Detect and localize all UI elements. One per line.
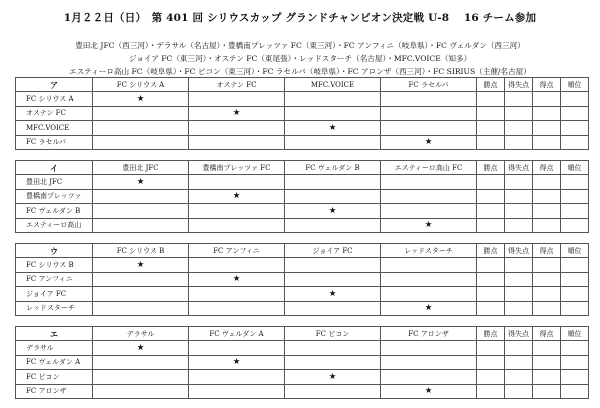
opponent-column-header: デラサル [93, 327, 189, 341]
opponent-column-header: FC ヴェルダン B [285, 161, 381, 175]
result-cell [93, 355, 189, 369]
stat-cell [505, 135, 533, 149]
opponent-column-header: FC ピコン [285, 327, 381, 341]
result-cell [381, 355, 477, 369]
opponent-column-header: ジョイア FC [285, 244, 381, 258]
team-name: FC アロンザ [16, 384, 93, 398]
stat-cell [505, 370, 533, 384]
result-cell [285, 189, 381, 203]
stat-cell [477, 272, 505, 286]
group-label: ウ [16, 244, 93, 258]
stat-cell [505, 204, 533, 218]
stat-cell [533, 258, 561, 272]
result-cell [285, 258, 381, 272]
result-cell [93, 301, 189, 315]
team-row [16, 341, 589, 355]
stat-cell [533, 218, 561, 232]
result-cell [381, 92, 477, 106]
opponent-column-header: FC シリウス B [93, 244, 189, 258]
result-cell [381, 370, 477, 384]
stat-cell [505, 287, 533, 301]
stat-cell [533, 287, 561, 301]
stat-cell [533, 135, 561, 149]
stat-cell [477, 121, 505, 135]
stat-cell [561, 384, 589, 398]
stat-cell [561, 218, 589, 232]
stat-cell [477, 384, 505, 398]
stat-header: 順位 [561, 327, 589, 341]
team-name: FC ヴェルダン B [16, 204, 93, 218]
self-match-star: ★ [381, 218, 477, 232]
self-match-star: ★ [381, 384, 477, 398]
result-cell [189, 175, 285, 189]
result-cell [381, 106, 477, 120]
stat-cell [505, 301, 533, 315]
team-name: オステン FC [16, 106, 93, 120]
team-row [16, 355, 589, 369]
stat-header: 得点 [533, 327, 561, 341]
result-cell [285, 175, 381, 189]
self-match-star: ★ [93, 175, 189, 189]
stat-header: 順位 [561, 161, 589, 175]
stat-cell [561, 121, 589, 135]
team-row [16, 204, 589, 218]
result-cell [189, 204, 285, 218]
stat-header: 得失点 [505, 161, 533, 175]
self-match-star: ★ [189, 272, 285, 286]
result-cell [189, 135, 285, 149]
stat-cell [561, 175, 589, 189]
team-row [16, 121, 589, 135]
stat-cell [477, 370, 505, 384]
stat-cell [477, 341, 505, 355]
team-name: FC ラセルバ [16, 135, 93, 149]
stat-cell [561, 258, 589, 272]
stat-cell [477, 258, 505, 272]
team-name: ジョイア FC [16, 287, 93, 301]
result-cell [189, 370, 285, 384]
opponent-column-header: MFC.VOICE [285, 78, 381, 92]
opponent-column-header: FC アロンザ [381, 327, 477, 341]
result-cell [189, 218, 285, 232]
result-cell [285, 135, 381, 149]
team-name: FC ヴェルダン A [16, 355, 93, 369]
stat-cell [533, 189, 561, 203]
result-cell [381, 258, 477, 272]
stat-header: 得失点 [505, 244, 533, 258]
group-label: イ [16, 161, 93, 175]
stat-cell [477, 301, 505, 315]
stat-header: 得点 [533, 244, 561, 258]
result-cell [381, 121, 477, 135]
result-cell [285, 355, 381, 369]
result-cell [285, 341, 381, 355]
result-cell [189, 301, 285, 315]
result-cell [285, 92, 381, 106]
stat-cell [561, 189, 589, 203]
result-cell [381, 189, 477, 203]
group-table [15, 326, 589, 399]
result-cell [189, 92, 285, 106]
group-table [15, 243, 589, 316]
stat-cell [561, 135, 589, 149]
group-label: ア [16, 78, 93, 92]
result-cell [381, 272, 477, 286]
team-name: FC シリウス B [16, 258, 93, 272]
result-cell [93, 189, 189, 203]
team-row [16, 218, 589, 232]
self-match-star: ★ [189, 106, 285, 120]
stat-cell [533, 355, 561, 369]
result-cell [93, 384, 189, 398]
stat-cell [561, 287, 589, 301]
stat-cell [533, 370, 561, 384]
self-match-star: ★ [381, 135, 477, 149]
result-cell [381, 204, 477, 218]
self-match-star: ★ [189, 355, 285, 369]
stat-cell [477, 135, 505, 149]
participating-teams [0, 39, 600, 79]
stat-cell [561, 341, 589, 355]
opponent-column-header: FC アンフィニ [189, 244, 285, 258]
team-row [16, 135, 589, 149]
group-table [15, 77, 589, 150]
stat-cell [477, 106, 505, 120]
self-match-star: ★ [285, 287, 381, 301]
self-match-star: ★ [285, 370, 381, 384]
self-match-star: ★ [189, 189, 285, 203]
teams-line: ジョイア FC（東三河）・オステン FC（東尾張）・レッドスターチ（名古屋）・MFC.VOICE（知多） [128, 54, 472, 64]
team-row [16, 189, 589, 203]
stat-cell [533, 92, 561, 106]
team-row [16, 370, 589, 384]
stat-cell [533, 272, 561, 286]
opponent-column-header: 豊田北 JFC [93, 161, 189, 175]
opponent-column-header: FC ヴェルダン A [189, 327, 285, 341]
result-cell [93, 218, 189, 232]
self-match-star: ★ [285, 204, 381, 218]
stat-cell [477, 355, 505, 369]
result-cell [93, 204, 189, 218]
stat-cell [505, 189, 533, 203]
team-row [16, 384, 589, 398]
stat-cell [505, 218, 533, 232]
stat-cell [477, 92, 505, 106]
self-match-star: ★ [93, 92, 189, 106]
result-cell [93, 135, 189, 149]
result-cell [189, 287, 285, 301]
team-row [16, 287, 589, 301]
result-cell [381, 341, 477, 355]
stat-cell [505, 106, 533, 120]
stat-header: 得点 [533, 78, 561, 92]
stat-cell [533, 301, 561, 315]
result-cell [381, 175, 477, 189]
team-row [16, 301, 589, 315]
opponent-column-header: 豊橋南プレッツァ FC [189, 161, 285, 175]
team-row [16, 272, 589, 286]
team-name: MFC.VOICE [16, 121, 93, 135]
stat-cell [477, 204, 505, 218]
team-row [16, 258, 589, 272]
team-name: エスティーロ高山 [16, 218, 93, 232]
team-name: デラサル [16, 341, 93, 355]
stat-cell [533, 121, 561, 135]
group-header-row [16, 244, 589, 258]
result-cell [381, 287, 477, 301]
stat-header: 勝点 [477, 78, 505, 92]
stat-cell [505, 175, 533, 189]
stat-header: 得失点 [505, 327, 533, 341]
result-cell [285, 301, 381, 315]
stat-cell [561, 92, 589, 106]
teams-line: エスティーロ高山 FC（岐阜県）・FC ピコン（東三河）・FC ラセルバ（岐阜県）・FC アロンザ（西三河）・FC SIRIUS（主催/名古屋） [69, 67, 531, 77]
self-match-star: ★ [381, 301, 477, 315]
result-cell [93, 121, 189, 135]
opponent-column-header: エスティーロ高山 FC [381, 161, 477, 175]
stat-cell [533, 106, 561, 120]
result-cell [93, 370, 189, 384]
stat-header: 勝点 [477, 244, 505, 258]
stat-cell [505, 355, 533, 369]
team-name: FC ピコン [16, 370, 93, 384]
stat-cell [561, 301, 589, 315]
opponent-column-header: オステン FC [189, 78, 285, 92]
result-cell [285, 218, 381, 232]
stat-header: 順位 [561, 78, 589, 92]
stat-cell [533, 384, 561, 398]
stat-cell [505, 92, 533, 106]
group-header-row [16, 161, 589, 175]
stat-cell [505, 272, 533, 286]
stat-cell [477, 175, 505, 189]
result-cell [189, 121, 285, 135]
stat-cell [477, 287, 505, 301]
result-cell [189, 258, 285, 272]
result-cell [93, 272, 189, 286]
stat-cell [477, 218, 505, 232]
stat-header: 勝点 [477, 327, 505, 341]
result-cell [285, 106, 381, 120]
stat-cell [477, 189, 505, 203]
stat-cell [505, 341, 533, 355]
result-cell [285, 384, 381, 398]
team-name: FC アンフィニ [16, 272, 93, 286]
group-label: エ [16, 327, 93, 341]
stat-cell [505, 384, 533, 398]
stat-cell [561, 272, 589, 286]
opponent-column-header: レッドスターチ [381, 244, 477, 258]
team-row [16, 92, 589, 106]
stat-cell [561, 106, 589, 120]
result-cell [93, 106, 189, 120]
team-name: 豊橋南プレッツァ [16, 189, 93, 203]
result-cell [93, 287, 189, 301]
result-cell [189, 384, 285, 398]
result-cell [189, 341, 285, 355]
stat-cell [533, 204, 561, 218]
stat-cell [505, 121, 533, 135]
group-header-row [16, 327, 589, 341]
teams-line: 豊田北 JFC（西三河）・デラサル（名古屋）・豊橋南プレッツァ FC（東三河）・FC アンフィニ（岐阜県）・FC ヴェルダン（西三河） [75, 41, 525, 50]
stat-cell [533, 175, 561, 189]
opponent-column-header: FC ラセルバ [381, 78, 477, 92]
stat-header: 得点 [533, 161, 561, 175]
group-header-row [16, 78, 589, 92]
stat-cell [561, 355, 589, 369]
stat-cell [505, 258, 533, 272]
group-table [15, 160, 589, 233]
stat-cell [561, 370, 589, 384]
self-match-star: ★ [285, 121, 381, 135]
stat-header: 順位 [561, 244, 589, 258]
team-name: 豊田北 JFC [16, 175, 93, 189]
team-name: FC シリウス A [16, 92, 93, 106]
opponent-column-header: FC シリウス A [93, 78, 189, 92]
self-match-star: ★ [93, 341, 189, 355]
stat-header: 得失点 [505, 78, 533, 92]
team-row [16, 106, 589, 120]
team-name: レッドスターチ [16, 301, 93, 315]
stat-header: 勝点 [477, 161, 505, 175]
stat-cell [561, 204, 589, 218]
self-match-star: ★ [93, 258, 189, 272]
page-title: 1月２２日（日） 第 401 回 シリウスカップ グランドチャンピオン決定戦 U-8 16 チーム参加 [63, 12, 537, 24]
team-row [16, 175, 589, 189]
stat-cell [533, 341, 561, 355]
result-cell [285, 272, 381, 286]
